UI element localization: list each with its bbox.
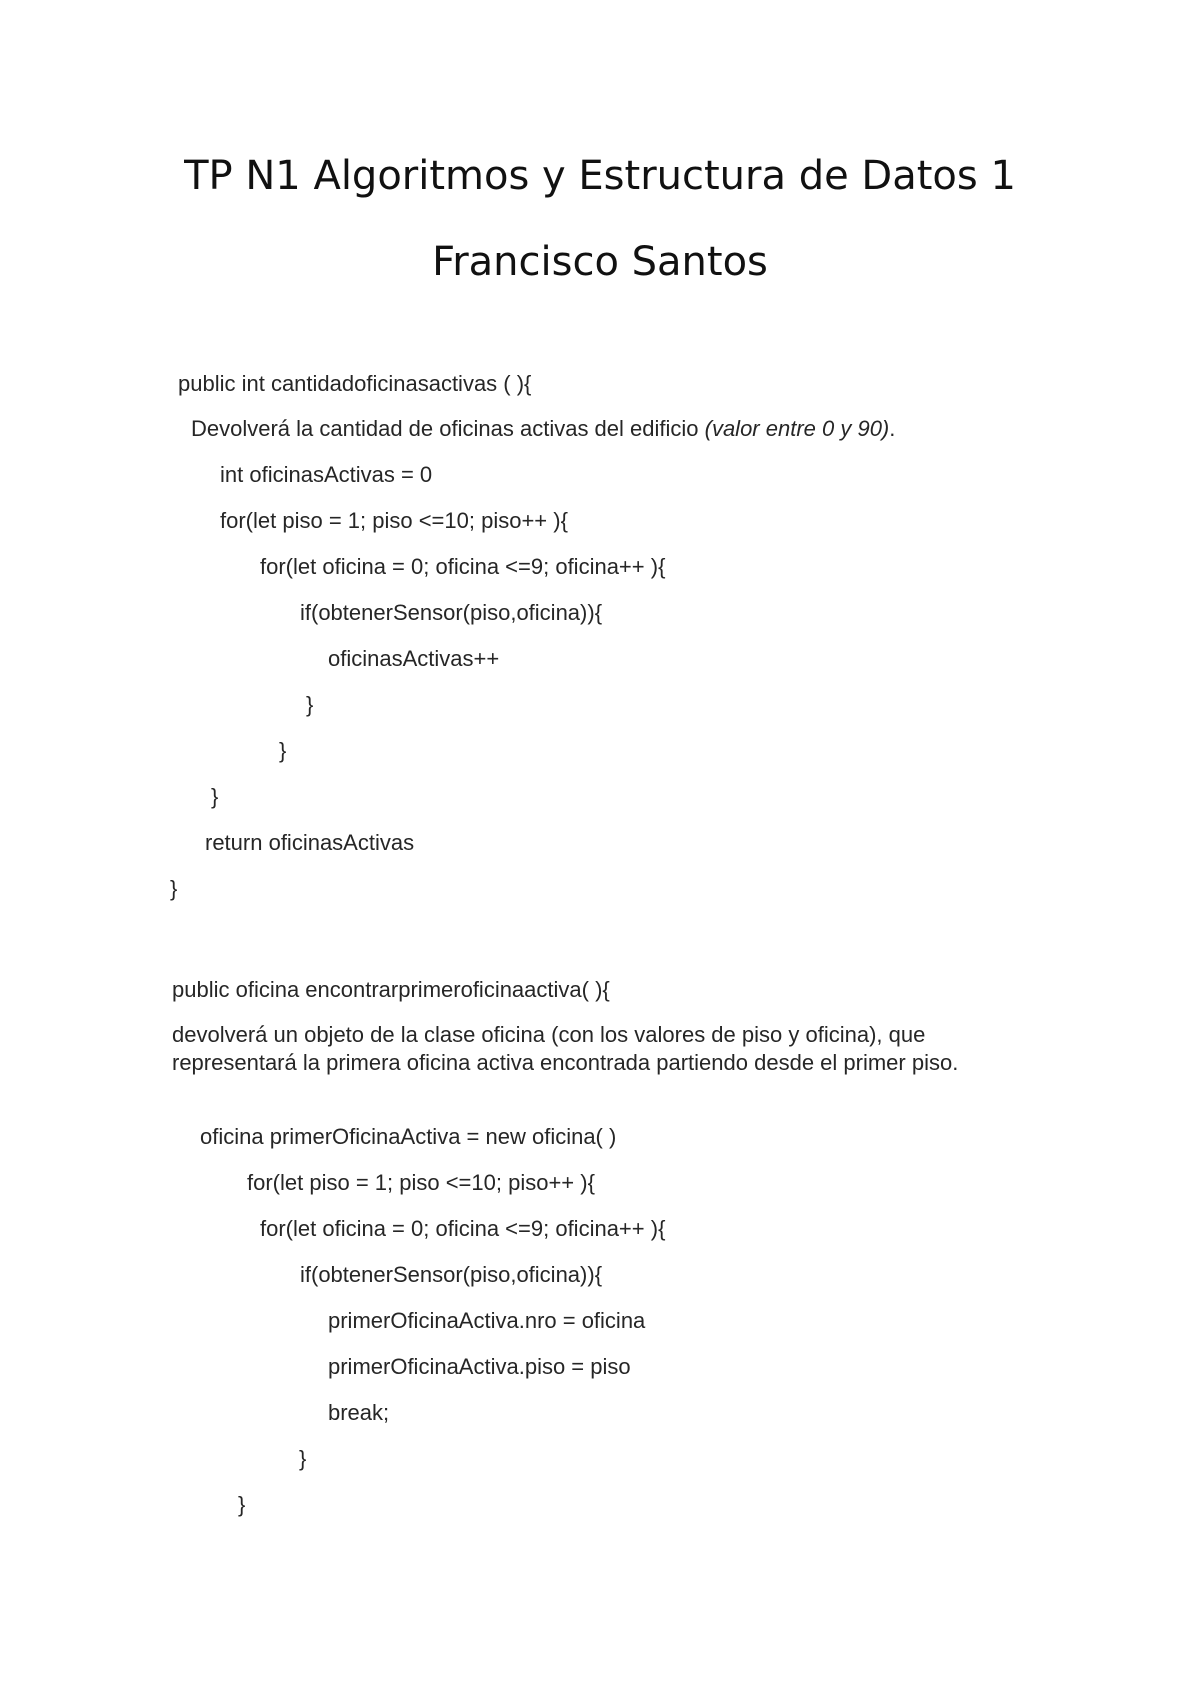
method-description: [191, 418, 895, 440]
code-line: }: [299, 1446, 307, 1471]
code-line: for(let piso = 1; piso <=10; piso++ ){: [247, 1170, 595, 1195]
method-description: devolverá un objeto de la clase oficina (con los valores de piso y oficina), que representará la primera oficina activa encontrada partiendo desde el primer piso.: [172, 1022, 959, 1075]
code-line: for(let oficina = 0; oficina <=9; oficina++ ){: [260, 554, 666, 579]
code-line: }: [306, 692, 314, 717]
code-line: for(let oficina = 0; oficina <=9; oficina++ ){: [260, 1216, 666, 1241]
description-range: (valor entre 0 y 90): [704, 416, 890, 441]
code-line: if(obtenerSensor(piso,oficina)){: [300, 600, 603, 625]
code-line: primerOficinaActiva.nro = oficina: [328, 1308, 646, 1333]
code-line: oficina primerOficinaActiva = new oficina( ): [200, 1124, 617, 1149]
code-line: }: [238, 1492, 246, 1517]
code-line: oficinasActivas++: [328, 646, 500, 671]
code-line: int oficinasActivas = 0: [220, 462, 433, 487]
code-line: }: [211, 784, 219, 809]
method-signature: public int cantidadoficinasactivas ( ){: [178, 371, 532, 396]
code-line: for(let piso = 1; piso <=10; piso++ ){: [220, 508, 568, 533]
code-line: }: [279, 738, 287, 763]
description-end: .: [889, 416, 896, 441]
code-line: }: [170, 876, 178, 901]
document-title: TP N1 Algoritmos y Estructura de Datos 1: [184, 153, 1016, 199]
code-line: if(obtenerSensor(piso,oficina)){: [300, 1262, 603, 1287]
code-line: primerOficinaActiva.piso = piso: [328, 1354, 631, 1379]
method-signature: public oficina encontrarprimeroficinaactiva( ){: [172, 977, 610, 1002]
code-line: break;: [328, 1400, 390, 1425]
code-line: return oficinasActivas: [205, 830, 415, 855]
document-author: Francisco Santos: [432, 239, 768, 285]
description-text: Devolverá la cantidad de oficinas activas del edificio: [191, 416, 705, 441]
